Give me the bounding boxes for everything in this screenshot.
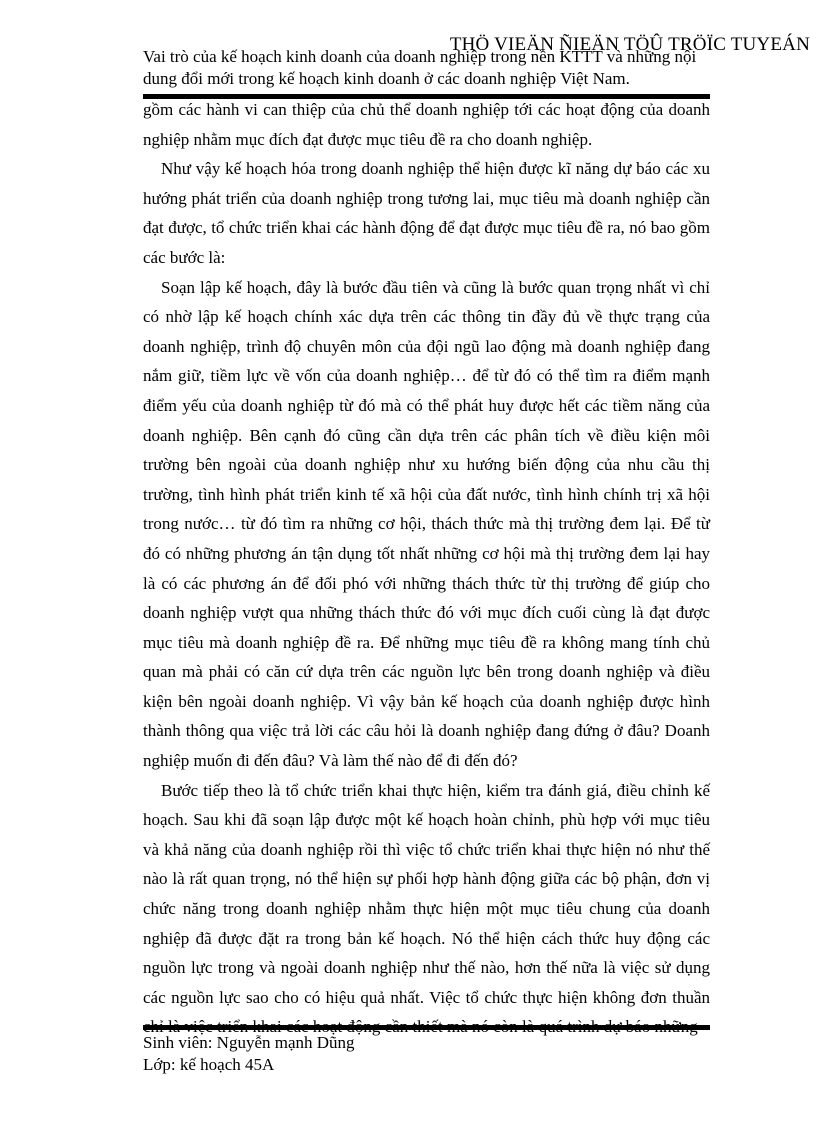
body-paragraph-4: Bước tiếp theo là tổ chức triển khai thực hiện, kiểm tra đánh giá, điều chỉnh kế hoạch. Sau khi đã soạn lập được một kế hoạch hoàn chỉnh, phù hợp với mục tiêu và khả năng của doanh nghiệp rồi thì việc tổ chức triển khai thực hiện nó như thế nào là rất quan trọng, nó thể hiện sự phối hợp hành động giữa các bộ phận, đơn vị chức năng trong doanh nghiệp nhằm thực hiện một mục tiêu chung của doanh nghiệp đã được đặt ra trong bản kế hoạch. Nó thể hiện cách thức huy động các nguồn lực trong và ngoài doanh nghiệp như thế nào, hơn thế nữa là việc sử dụng các nguồn lực sao cho có hiệu quả nhất. Việc tổ chức thực hiện không đơn thuần xyxy=(143,780,710,1007)
header-title-line-1: Vai trò của kế hoạch kinh doanh của doanh nghiệp trong nền KTTT và những nội xyxy=(143,47,697,66)
library-watermark: THÖ VIEÄN ÑIEÄN TÖÛ TRÖÏC TUYEÁN xyxy=(449,34,810,55)
body-paragraph-1: gồm các hành vi can thiệp của chủ thể doanh nghiệp tới các hoạt động của doanh nghiệp nhằm mục đích đạt được mục tiêu đề ra cho doanh nghiệp. xyxy=(143,100,710,149)
footer-student-name: Sinh viên: Nguyễn mạnh Dũng xyxy=(143,1033,355,1052)
body-paragraph-3: Soạn lập kế hoạch, đây là bước đầu tiên và cũng là bước quan trọng nhất vì chỉ có nhờ lập kế hoạch chính xác dựa trên các thông tin đầy đủ về thực trạng của doanh nghiệp, trình độ chuyên môn của đội ngũ lao động mà doanh nghiệp đang nắm giữ, tiềm lực về vốn của doanh nghiệp… để từ đó có thể tìm ra điểm mạnh điểm yếu của doanh nghiệp từ đó mà có thể phát huy được hết các tiềm năng của doanh nghiệp. Bên cạnh đó cũng cần dựa trên các phân tích về điều kiện môi trường bên ngoài của doanh nghiệp như xu hướng biến động của nhu cầu thị trường, tình hình phát triển kinh tế xã hội của đất nước, tình hình chính trị xã hội trong nước… từ đó tìm ra những cơ hội, thách thức mà thị trường đem lại. Để từ đó có những phương án tận dụng tốt nhất những cơ hội mà thị trường đem lại hay là có các phương án để đối phó với những thách thức từ thị trường để giúp cho doanh nghiệp vượt qua những thách thức đó với mục đích cuối cùng là đạt được mục tiêu mà doanh nghiệp đề ra. Để những mục tiêu đề ra không mang tính chủ quan mà phải có căn cứ dựa trên các nguồn lực bên trong doanh nghiệp và điều kiện bên ngoài doanh nghiệp. Vì vậy bản kế hoạch của doanh nghiệp được hình thành thông qua việc trả lời các câu hỏi là doanh nghiệp đang đứng ở đâu? Doanh nghiệp muốn đi đến đâu? Và làm thế nào để đi đến đó? xyxy=(143,277,710,771)
page-footer xyxy=(143,1032,355,1076)
header-title-line-2: dung đổi mới trong kế hoạch kinh doanh ở các doanh nghiệp Việt Nam. xyxy=(143,69,630,88)
footer-divider xyxy=(143,1025,710,1030)
document-body xyxy=(143,95,710,1042)
footer-class-name: Lớp: kế hoạch 45A xyxy=(143,1055,275,1074)
body-paragraph-2: Như vậy kế hoạch hóa trong doanh nghiệp thể hiện được kĩ năng dự báo các xu hướng phát triển của doanh nghiệp trong tương lai, mục tiêu mà doanh nghiệp cần đạt được, tổ chức triển khai các hành động để đạt được mục tiêu đề ra, nó bao gồm các bước là: xyxy=(143,159,710,267)
page-header xyxy=(143,46,723,90)
